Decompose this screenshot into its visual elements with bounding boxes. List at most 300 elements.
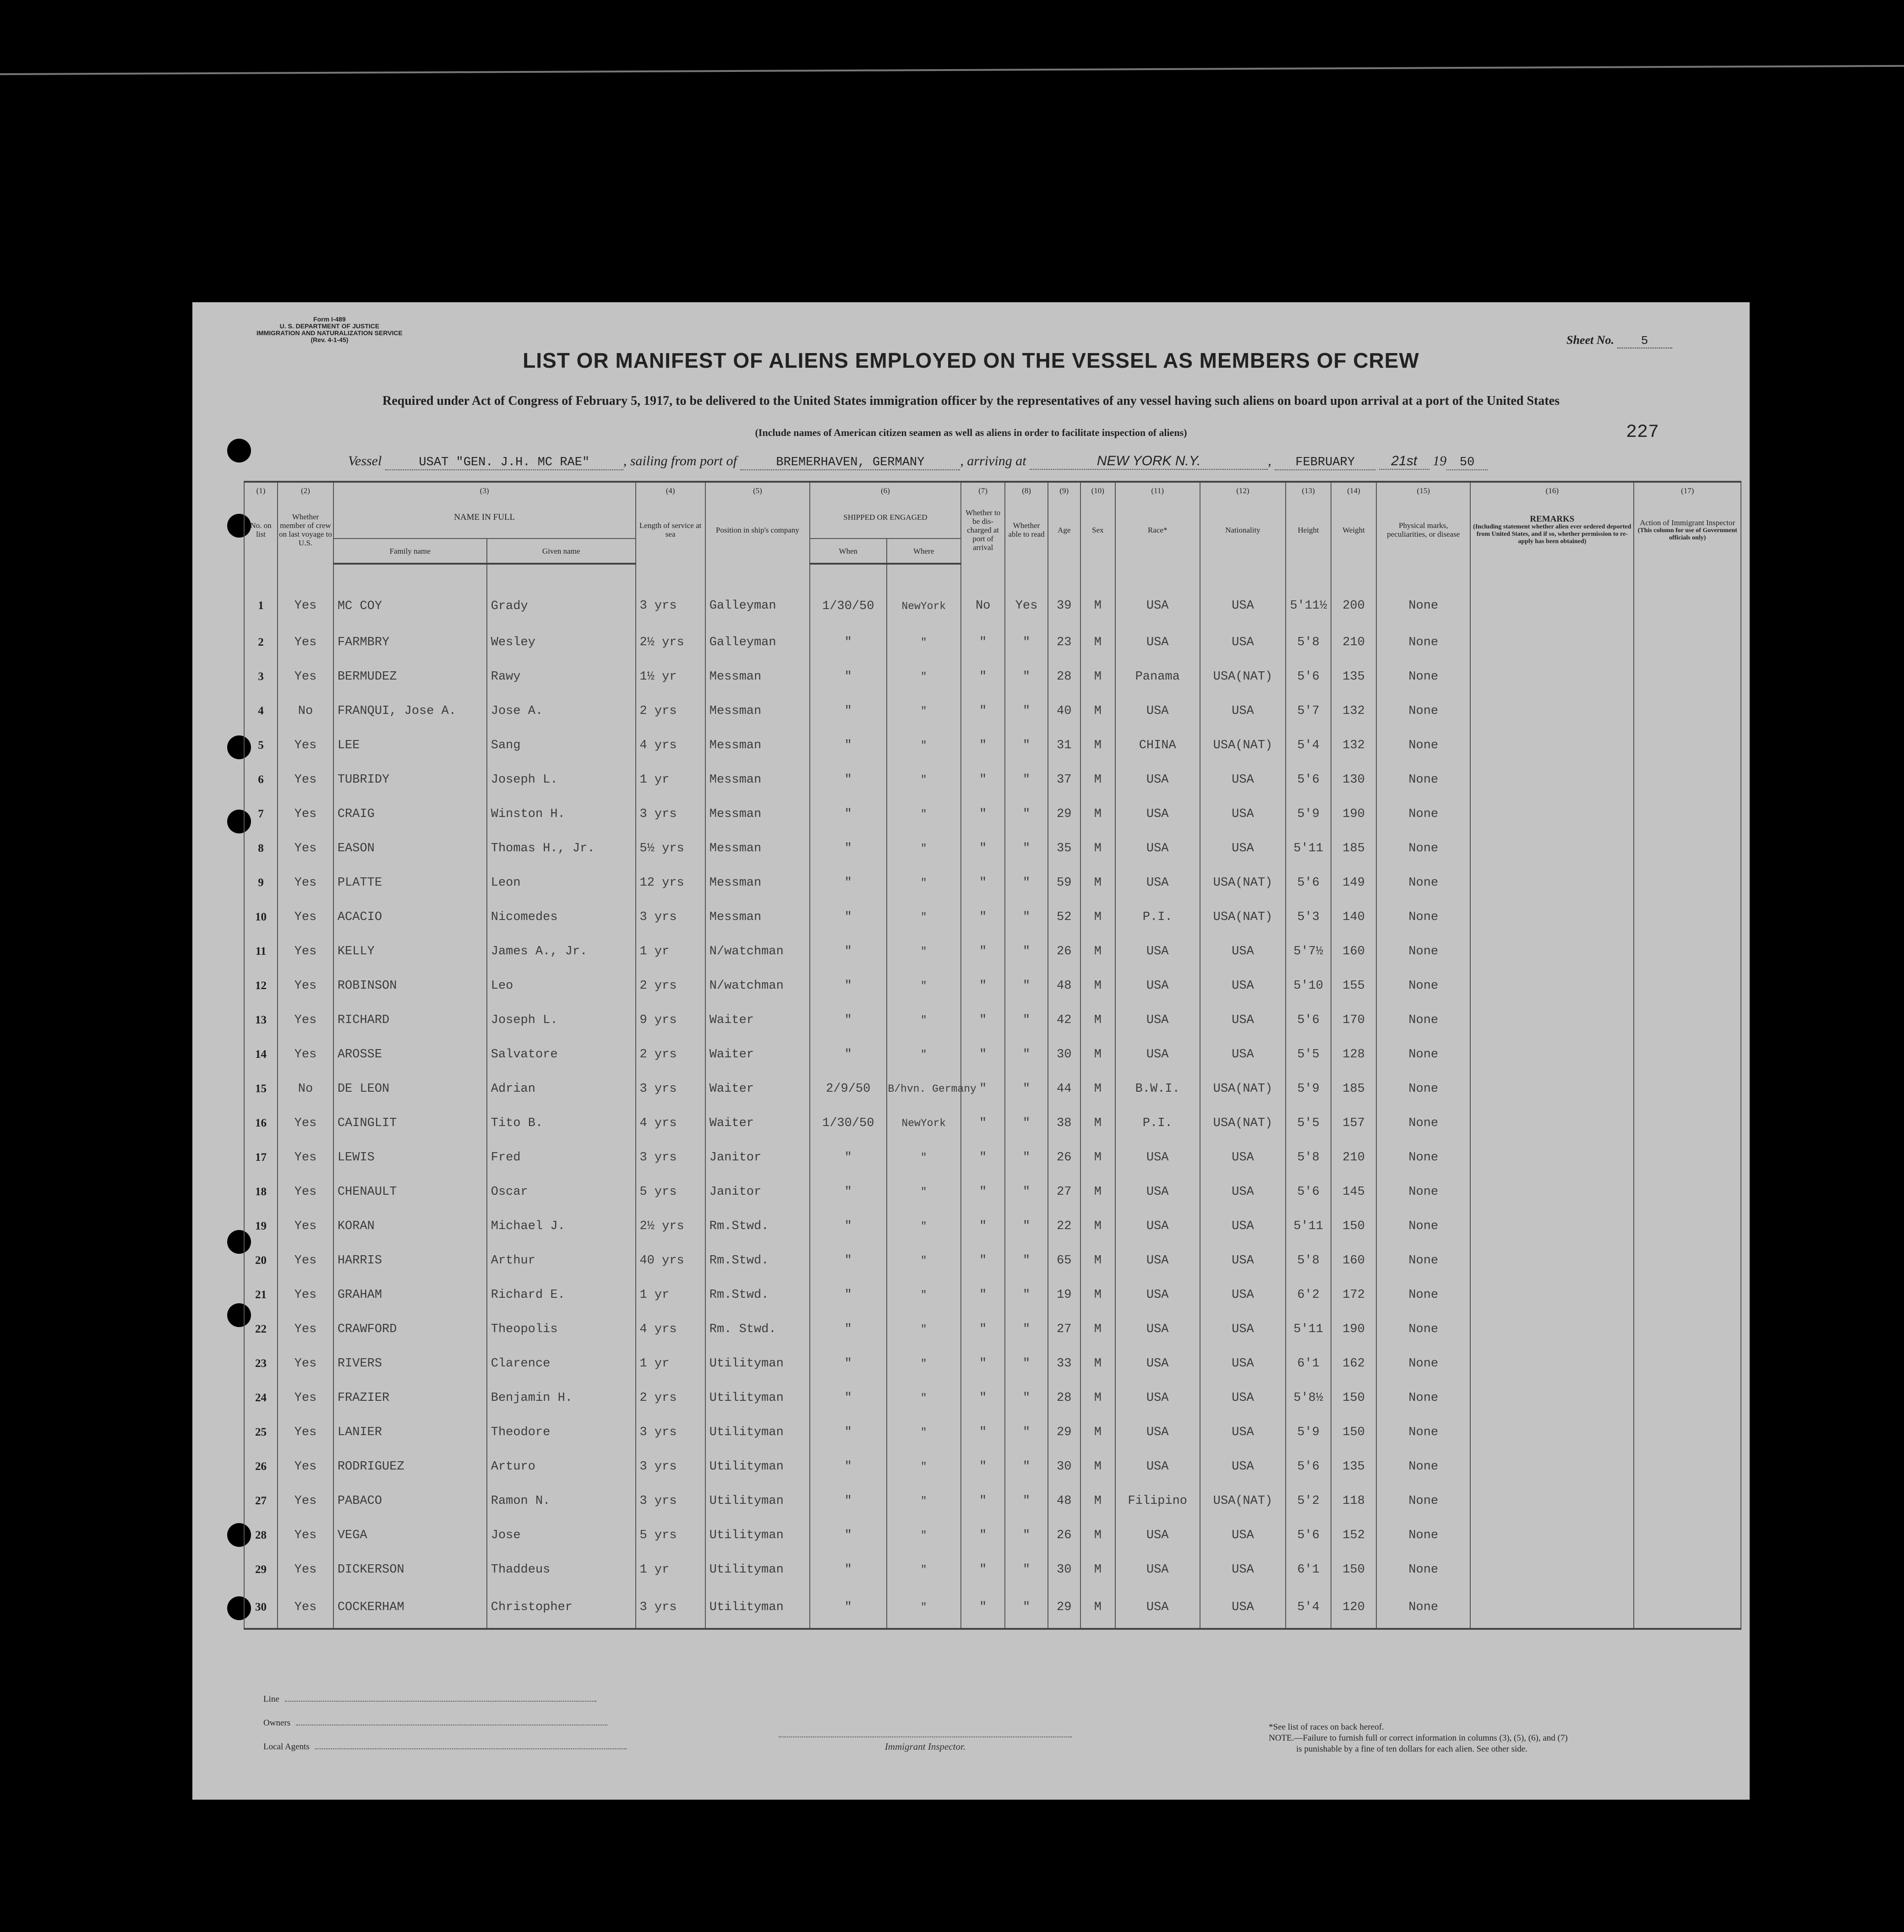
cell-length-of-service: 5½ yrs (636, 831, 705, 865)
cell-length-of-service: 5 yrs (636, 1175, 705, 1209)
cell-length-of-service: 2 yrs (636, 694, 705, 728)
cell-weight: 118 (1331, 1484, 1376, 1518)
cell-height: 5'3 (1286, 900, 1331, 934)
cell-given-name: Michael J. (487, 1209, 636, 1243)
cell-height: 5'5 (1286, 1037, 1331, 1072)
cell-height: 5'6 (1286, 1175, 1331, 1209)
cell-weight: 150 (1331, 1381, 1376, 1415)
cell-row-number: 3 (244, 659, 278, 694)
cell-inspector-action (1634, 969, 1741, 1003)
action-note: (This column for use of Government officials only) (1637, 527, 1737, 541)
cell-age: 48 (1048, 1484, 1080, 1518)
cell-crew-member: Yes (278, 1278, 333, 1312)
crew-table-wrapper (244, 481, 1741, 1630)
cell-race: USA (1115, 694, 1200, 728)
cell-shipped-where: " (887, 1312, 961, 1346)
cell-given-name: Grady (487, 564, 636, 625)
table-row (244, 1003, 1741, 1037)
cell-remarks (1470, 1312, 1634, 1346)
cell-age: 30 (1048, 1449, 1080, 1484)
cell-able-to-read: " (1005, 694, 1047, 728)
cell-height: 5'8 (1286, 1140, 1331, 1175)
cell-nationality: USA (1200, 797, 1286, 831)
cell-physical-marks: None (1376, 1518, 1470, 1552)
cell-remarks (1470, 1140, 1634, 1175)
cell-given-name: Adrian (487, 1072, 636, 1106)
cell-able-to-read: " (1005, 1449, 1047, 1484)
vessel-line: Vessel USAT "GEN. J.H. MC RAE" , sailing from port of BREMERHAVEN, GERMANY , arriving at NEW YORK N.Y. , FEBRUARY 21st 19 50 (348, 453, 1488, 470)
cell-crew-member: No (278, 1072, 333, 1106)
col-number: (5) (705, 482, 810, 496)
cell-age: 65 (1048, 1243, 1080, 1278)
cell-nationality: USA (1200, 1587, 1286, 1629)
cell-shipped-when: " (810, 797, 886, 831)
cell-race: USA (1115, 1037, 1200, 1072)
cell-length-of-service: 3 yrs (636, 1415, 705, 1449)
cell-discharged: " (961, 1518, 1005, 1552)
cell-inspector-action (1634, 1175, 1741, 1209)
cell-nationality: USA (1200, 762, 1286, 797)
cell-inspector-action (1634, 1278, 1741, 1312)
cell-shipped-where: " (887, 659, 961, 694)
cell-race: USA (1115, 762, 1200, 797)
cell-height: 6'1 (1286, 1346, 1331, 1381)
cell-position: Messman (705, 659, 810, 694)
cell-family-name: TUBRIDY (333, 762, 487, 797)
cell-shipped-where: " (887, 900, 961, 934)
cell-shipped-when: " (810, 1209, 886, 1243)
cell-height: 5'7 (1286, 694, 1331, 728)
cell-inspector-action (1634, 1312, 1741, 1346)
cell-given-name: Joseph L. (487, 1003, 636, 1037)
col-number: (10) (1080, 482, 1115, 496)
cell-length-of-service: 3 yrs (636, 1587, 705, 1629)
cell-nationality: USA (1200, 1415, 1286, 1449)
cell-height: 5'6 (1286, 1003, 1331, 1037)
remarks-note: (Including statement whether alien ever ordered deported from United States, and if so, whether permission to re-apply has been obtained) (1473, 523, 1631, 545)
cell-given-name: Jose (487, 1518, 636, 1552)
cell-remarks (1470, 831, 1634, 865)
table-row (244, 659, 1741, 694)
cell-length-of-service: 3 yrs (636, 1484, 705, 1518)
cell-shipped-where: " (887, 865, 961, 900)
cell-race: USA (1115, 1518, 1200, 1552)
cell-crew-member: Yes (278, 831, 333, 865)
cell-row-number: 19 (244, 1209, 278, 1243)
cell-position: Waiter (705, 1037, 810, 1072)
cell-crew-member: Yes (278, 1484, 333, 1518)
cell-sex: M (1080, 564, 1115, 625)
cell-discharged: " (961, 1587, 1005, 1629)
cell-inspector-action (1634, 900, 1741, 934)
cell-shipped-where: " (887, 1346, 961, 1381)
cell-shipped-when: " (810, 1484, 886, 1518)
cell-physical-marks: None (1376, 1484, 1470, 1518)
cell-position: Janitor (705, 1175, 810, 1209)
cell-nationality: USA(NAT) (1200, 865, 1286, 900)
cell-weight: 150 (1331, 1209, 1376, 1243)
cell-discharged: " (961, 1209, 1005, 1243)
cell-discharged: " (961, 1449, 1005, 1484)
table-row (244, 1518, 1741, 1552)
cell-length-of-service: 2 yrs (636, 969, 705, 1003)
cell-given-name: Rawy (487, 659, 636, 694)
header-weight: Weight (1331, 496, 1376, 564)
sheet-number (1566, 333, 1672, 348)
cell-race: USA (1115, 934, 1200, 969)
cell-family-name: RIVERS (333, 1346, 487, 1381)
cell-weight: 120 (1331, 1587, 1376, 1629)
cell-length-of-service: 1 yr (636, 762, 705, 797)
cell-physical-marks: None (1376, 1552, 1470, 1587)
cell-sex: M (1080, 831, 1115, 865)
cell-age: 23 (1048, 625, 1080, 659)
table-row (244, 1278, 1741, 1312)
crew-manifest-table (244, 481, 1741, 1630)
cell-remarks (1470, 1484, 1634, 1518)
cell-family-name: DE LEON (333, 1072, 487, 1106)
cell-discharged: " (961, 865, 1005, 900)
cell-sex: M (1080, 1518, 1115, 1552)
cell-row-number: 14 (244, 1037, 278, 1072)
cell-shipped-when: " (810, 831, 886, 865)
cell-age: 30 (1048, 1037, 1080, 1072)
cell-family-name: MC COY (333, 564, 487, 625)
cell-row-number: 30 (244, 1587, 278, 1629)
cell-age: 30 (1048, 1552, 1080, 1587)
cell-given-name: Wesley (487, 625, 636, 659)
cell-row-number: 8 (244, 831, 278, 865)
cell-length-of-service: 3 yrs (636, 797, 705, 831)
cell-remarks (1470, 934, 1634, 969)
cell-able-to-read: " (1005, 865, 1047, 900)
cell-race: USA (1115, 1312, 1200, 1346)
cell-remarks (1470, 1449, 1634, 1484)
cell-position: Utilityman (705, 1449, 810, 1484)
table-row (244, 934, 1741, 969)
cell-height: 5'9 (1286, 1415, 1331, 1449)
cell-crew-member: Yes (278, 1518, 333, 1552)
cell-given-name: Arturo (487, 1449, 636, 1484)
cell-family-name: KELLY (333, 934, 487, 969)
cell-crew-member: Yes (278, 564, 333, 625)
cell-shipped-where: " (887, 625, 961, 659)
table-row (244, 1415, 1741, 1449)
cell-physical-marks: None (1376, 762, 1470, 797)
cell-position: Rm.Stwd. (705, 1209, 810, 1243)
cell-race: USA (1115, 1449, 1200, 1484)
remarks-title: REMARKS (1530, 514, 1575, 524)
cell-inspector-action (1634, 1072, 1741, 1106)
cell-shipped-where: " (887, 1003, 961, 1037)
cell-length-of-service: 3 yrs (636, 1140, 705, 1175)
cell-remarks (1470, 1209, 1634, 1243)
cell-discharged: " (961, 1140, 1005, 1175)
cell-race: USA (1115, 1552, 1200, 1587)
cell-inspector-action (1634, 762, 1741, 797)
cell-given-name: Winston H. (487, 797, 636, 831)
cell-discharged: No (961, 564, 1005, 625)
cell-physical-marks: None (1376, 1312, 1470, 1346)
vessel-label: Vessel (348, 453, 382, 468)
table-row (244, 1346, 1741, 1381)
cell-race: B.W.I. (1115, 1072, 1200, 1106)
cell-height: 5'6 (1286, 865, 1331, 900)
cell-physical-marks: None (1376, 625, 1470, 659)
cell-discharged: " (961, 1312, 1005, 1346)
cell-inspector-action (1634, 1415, 1741, 1449)
col-number: (1) (244, 482, 278, 496)
cell-race: USA (1115, 1415, 1200, 1449)
table-row (244, 1243, 1741, 1278)
table-row (244, 1140, 1741, 1175)
col-number: (3) (333, 482, 636, 496)
cell-crew-member: Yes (278, 969, 333, 1003)
cell-family-name: HARRIS (333, 1243, 487, 1278)
col-number: (9) (1048, 482, 1080, 496)
cell-physical-marks: None (1376, 1003, 1470, 1037)
cell-height: 5'8 (1286, 625, 1331, 659)
year-suffix: 50 (1446, 456, 1488, 470)
cell-crew-member: Yes (278, 625, 333, 659)
col-number: (6) (810, 482, 961, 496)
cell-family-name: DICKERSON (333, 1552, 487, 1587)
cell-row-number: 21 (244, 1278, 278, 1312)
cell-given-name: Fred (487, 1140, 636, 1175)
cell-able-to-read: " (1005, 831, 1047, 865)
cell-able-to-read: " (1005, 1106, 1047, 1140)
cell-race: USA (1115, 564, 1200, 625)
cell-nationality: USA (1200, 831, 1286, 865)
cell-able-to-read: " (1005, 1140, 1047, 1175)
cell-length-of-service: 4 yrs (636, 1106, 705, 1140)
table-row (244, 1449, 1741, 1484)
cell-position: Utilityman (705, 1484, 810, 1518)
cell-inspector-action (1634, 1449, 1741, 1484)
cell-inspector-action (1634, 797, 1741, 831)
cell-physical-marks: None (1376, 831, 1470, 865)
cell-length-of-service: 40 yrs (636, 1243, 705, 1278)
year-prefix: 19 (1433, 453, 1447, 468)
cell-age: 42 (1048, 1003, 1080, 1037)
cell-discharged: " (961, 1072, 1005, 1106)
cell-sex: M (1080, 762, 1115, 797)
cell-able-to-read: " (1005, 1037, 1047, 1072)
cell-family-name: AROSSE (333, 1037, 487, 1072)
footer-owners-label: Owners (263, 1718, 291, 1728)
cell-remarks (1470, 1037, 1634, 1072)
cell-height: 5'6 (1286, 1518, 1331, 1552)
page-title: LIST OR MANIFEST OF ALIENS EMPLOYED ON THE VESSEL AS MEMBERS OF CREW (523, 348, 1419, 372)
cell-inspector-action (1634, 625, 1741, 659)
cell-sex: M (1080, 1003, 1115, 1037)
cell-sex: M (1080, 1312, 1115, 1346)
manifest-sheet (192, 302, 1750, 1800)
cell-inspector-action (1634, 1037, 1741, 1072)
cell-row-number: 28 (244, 1518, 278, 1552)
cell-age: 27 (1048, 1175, 1080, 1209)
cell-remarks (1470, 1587, 1634, 1629)
inspector-signature (779, 1736, 1072, 1752)
cell-height: 5'11 (1286, 831, 1331, 865)
cell-length-of-service: 3 yrs (636, 900, 705, 934)
cell-remarks (1470, 1003, 1634, 1037)
cell-crew-member: Yes (278, 1312, 333, 1346)
cell-nationality: USA (1200, 1140, 1286, 1175)
cell-physical-marks: None (1376, 797, 1470, 831)
cell-remarks (1470, 1518, 1634, 1552)
cell-shipped-where: " (887, 1381, 961, 1415)
cell-discharged: " (961, 1003, 1005, 1037)
cell-physical-marks: None (1376, 1381, 1470, 1415)
cell-nationality: USA (1200, 564, 1286, 625)
cell-inspector-action (1634, 1243, 1741, 1278)
cell-shipped-when: " (810, 1415, 886, 1449)
header-sex: Sex (1080, 496, 1115, 564)
cell-nationality: USA (1200, 1518, 1286, 1552)
cell-height: 5'5 (1286, 1106, 1331, 1140)
cell-remarks (1470, 694, 1634, 728)
footer-owners-row (263, 1718, 627, 1742)
cell-discharged: " (961, 762, 1005, 797)
cell-nationality: USA (1200, 1278, 1286, 1312)
cell-shipped-when: " (810, 1003, 886, 1037)
cell-position: Messman (705, 762, 810, 797)
col-number: (4) (636, 482, 705, 496)
cell-height: 5'9 (1286, 797, 1331, 831)
cell-nationality: USA (1200, 1037, 1286, 1072)
cell-row-number: 1 (244, 564, 278, 625)
cell-given-name: Jose A. (487, 694, 636, 728)
cell-given-name: Leo (487, 969, 636, 1003)
table-row (244, 1072, 1741, 1106)
cell-physical-marks: None (1376, 934, 1470, 969)
cell-race: Panama (1115, 659, 1200, 694)
cell-given-name: Theopolis (487, 1312, 636, 1346)
cell-inspector-action (1634, 1587, 1741, 1629)
cell-weight: 162 (1331, 1346, 1376, 1381)
cell-position: Rm. Stwd. (705, 1312, 810, 1346)
cell-family-name: LANIER (333, 1415, 487, 1449)
cell-inspector-action (1634, 1552, 1741, 1587)
cell-row-number: 10 (244, 900, 278, 934)
cell-weight: 185 (1331, 831, 1376, 865)
cell-discharged: " (961, 1381, 1005, 1415)
cell-length-of-service: 3 yrs (636, 1072, 705, 1106)
cell-age: 26 (1048, 1140, 1080, 1175)
cell-shipped-where: NewYork (887, 564, 961, 625)
cell-position: Rm.Stwd. (705, 1243, 810, 1278)
cell-row-number: 13 (244, 1003, 278, 1037)
cell-physical-marks: None (1376, 900, 1470, 934)
cell-able-to-read: " (1005, 934, 1047, 969)
cell-discharged: " (961, 831, 1005, 865)
cell-shipped-when: " (810, 1381, 886, 1415)
cell-race: USA (1115, 1140, 1200, 1175)
col-number: (15) (1376, 482, 1470, 496)
cell-physical-marks: None (1376, 1209, 1470, 1243)
cell-nationality: USA (1200, 969, 1286, 1003)
cell-height: 5'4 (1286, 728, 1331, 762)
cell-remarks (1470, 1415, 1634, 1449)
cell-crew-member: Yes (278, 1106, 333, 1140)
cell-family-name: CRAIG (333, 797, 487, 831)
cell-height: 6'1 (1286, 1552, 1331, 1587)
cell-able-to-read: " (1005, 1587, 1047, 1629)
cell-shipped-when: " (810, 1346, 886, 1381)
cell-age: 59 (1048, 865, 1080, 900)
header-physical-marks: Physical marks, peculiarities, or disease (1376, 496, 1470, 564)
table-row (244, 1209, 1741, 1243)
cell-race: USA (1115, 625, 1200, 659)
cell-weight: 160 (1331, 1243, 1376, 1278)
footer-left (263, 1694, 627, 1766)
table-row (244, 1381, 1741, 1415)
department-name: U. S. DEPARTMENT OF JUSTICE (279, 322, 380, 330)
cell-height: 5'2 (1286, 1484, 1331, 1518)
cell-inspector-action (1634, 1518, 1741, 1552)
cell-family-name: BERMUDEZ (333, 659, 487, 694)
cell-physical-marks: None (1376, 1346, 1470, 1381)
cell-discharged: " (961, 728, 1005, 762)
cell-physical-marks: None (1376, 659, 1470, 694)
cell-crew-member: Yes (278, 797, 333, 831)
cell-sex: M (1080, 659, 1115, 694)
cell-age: 29 (1048, 1415, 1080, 1449)
cell-weight: 190 (1331, 797, 1376, 831)
cell-race: USA (1115, 969, 1200, 1003)
cell-nationality: USA (1200, 1243, 1286, 1278)
table-row (244, 797, 1741, 831)
footer-agents-row (263, 1742, 627, 1766)
cell-sex: M (1080, 625, 1115, 659)
cell-nationality: USA (1200, 694, 1286, 728)
header-where: Where (887, 539, 961, 564)
arrival-month: FEBRUARY (1275, 456, 1375, 470)
cell-nationality: USA (1200, 1346, 1286, 1381)
col-number: (16) (1470, 482, 1634, 496)
cell-race: USA (1115, 1243, 1200, 1278)
cell-discharged: " (961, 1484, 1005, 1518)
col-number: (14) (1331, 482, 1376, 496)
cell-remarks (1470, 564, 1634, 625)
cell-weight: 150 (1331, 1415, 1376, 1449)
cell-crew-member: Yes (278, 1449, 333, 1484)
cell-inspector-action (1634, 865, 1741, 900)
cell-shipped-when: " (810, 1175, 886, 1209)
cell-age: 35 (1048, 831, 1080, 865)
cell-given-name: Clarence (487, 1346, 636, 1381)
cell-crew-member: Yes (278, 865, 333, 900)
header-remarks (1470, 496, 1634, 564)
cell-position: Messman (705, 694, 810, 728)
cell-shipped-when: " (810, 1587, 886, 1629)
cell-height: 5'8½ (1286, 1381, 1331, 1415)
cell-shipped-where: " (887, 831, 961, 865)
col-number: (11) (1115, 482, 1200, 496)
cell-age: 26 (1048, 1518, 1080, 1552)
cell-age: 28 (1048, 659, 1080, 694)
cell-family-name: ROBINSON (333, 969, 487, 1003)
cell-shipped-when: " (810, 762, 886, 797)
cell-family-name: FARMBRY (333, 625, 487, 659)
cell-row-number: 29 (244, 1552, 278, 1587)
cell-length-of-service: 1 yr (636, 1552, 705, 1587)
cell-height: 5'11½ (1286, 564, 1331, 625)
cell-sex: M (1080, 969, 1115, 1003)
cell-sex: M (1080, 934, 1115, 969)
cell-crew-member: Yes (278, 1140, 333, 1175)
